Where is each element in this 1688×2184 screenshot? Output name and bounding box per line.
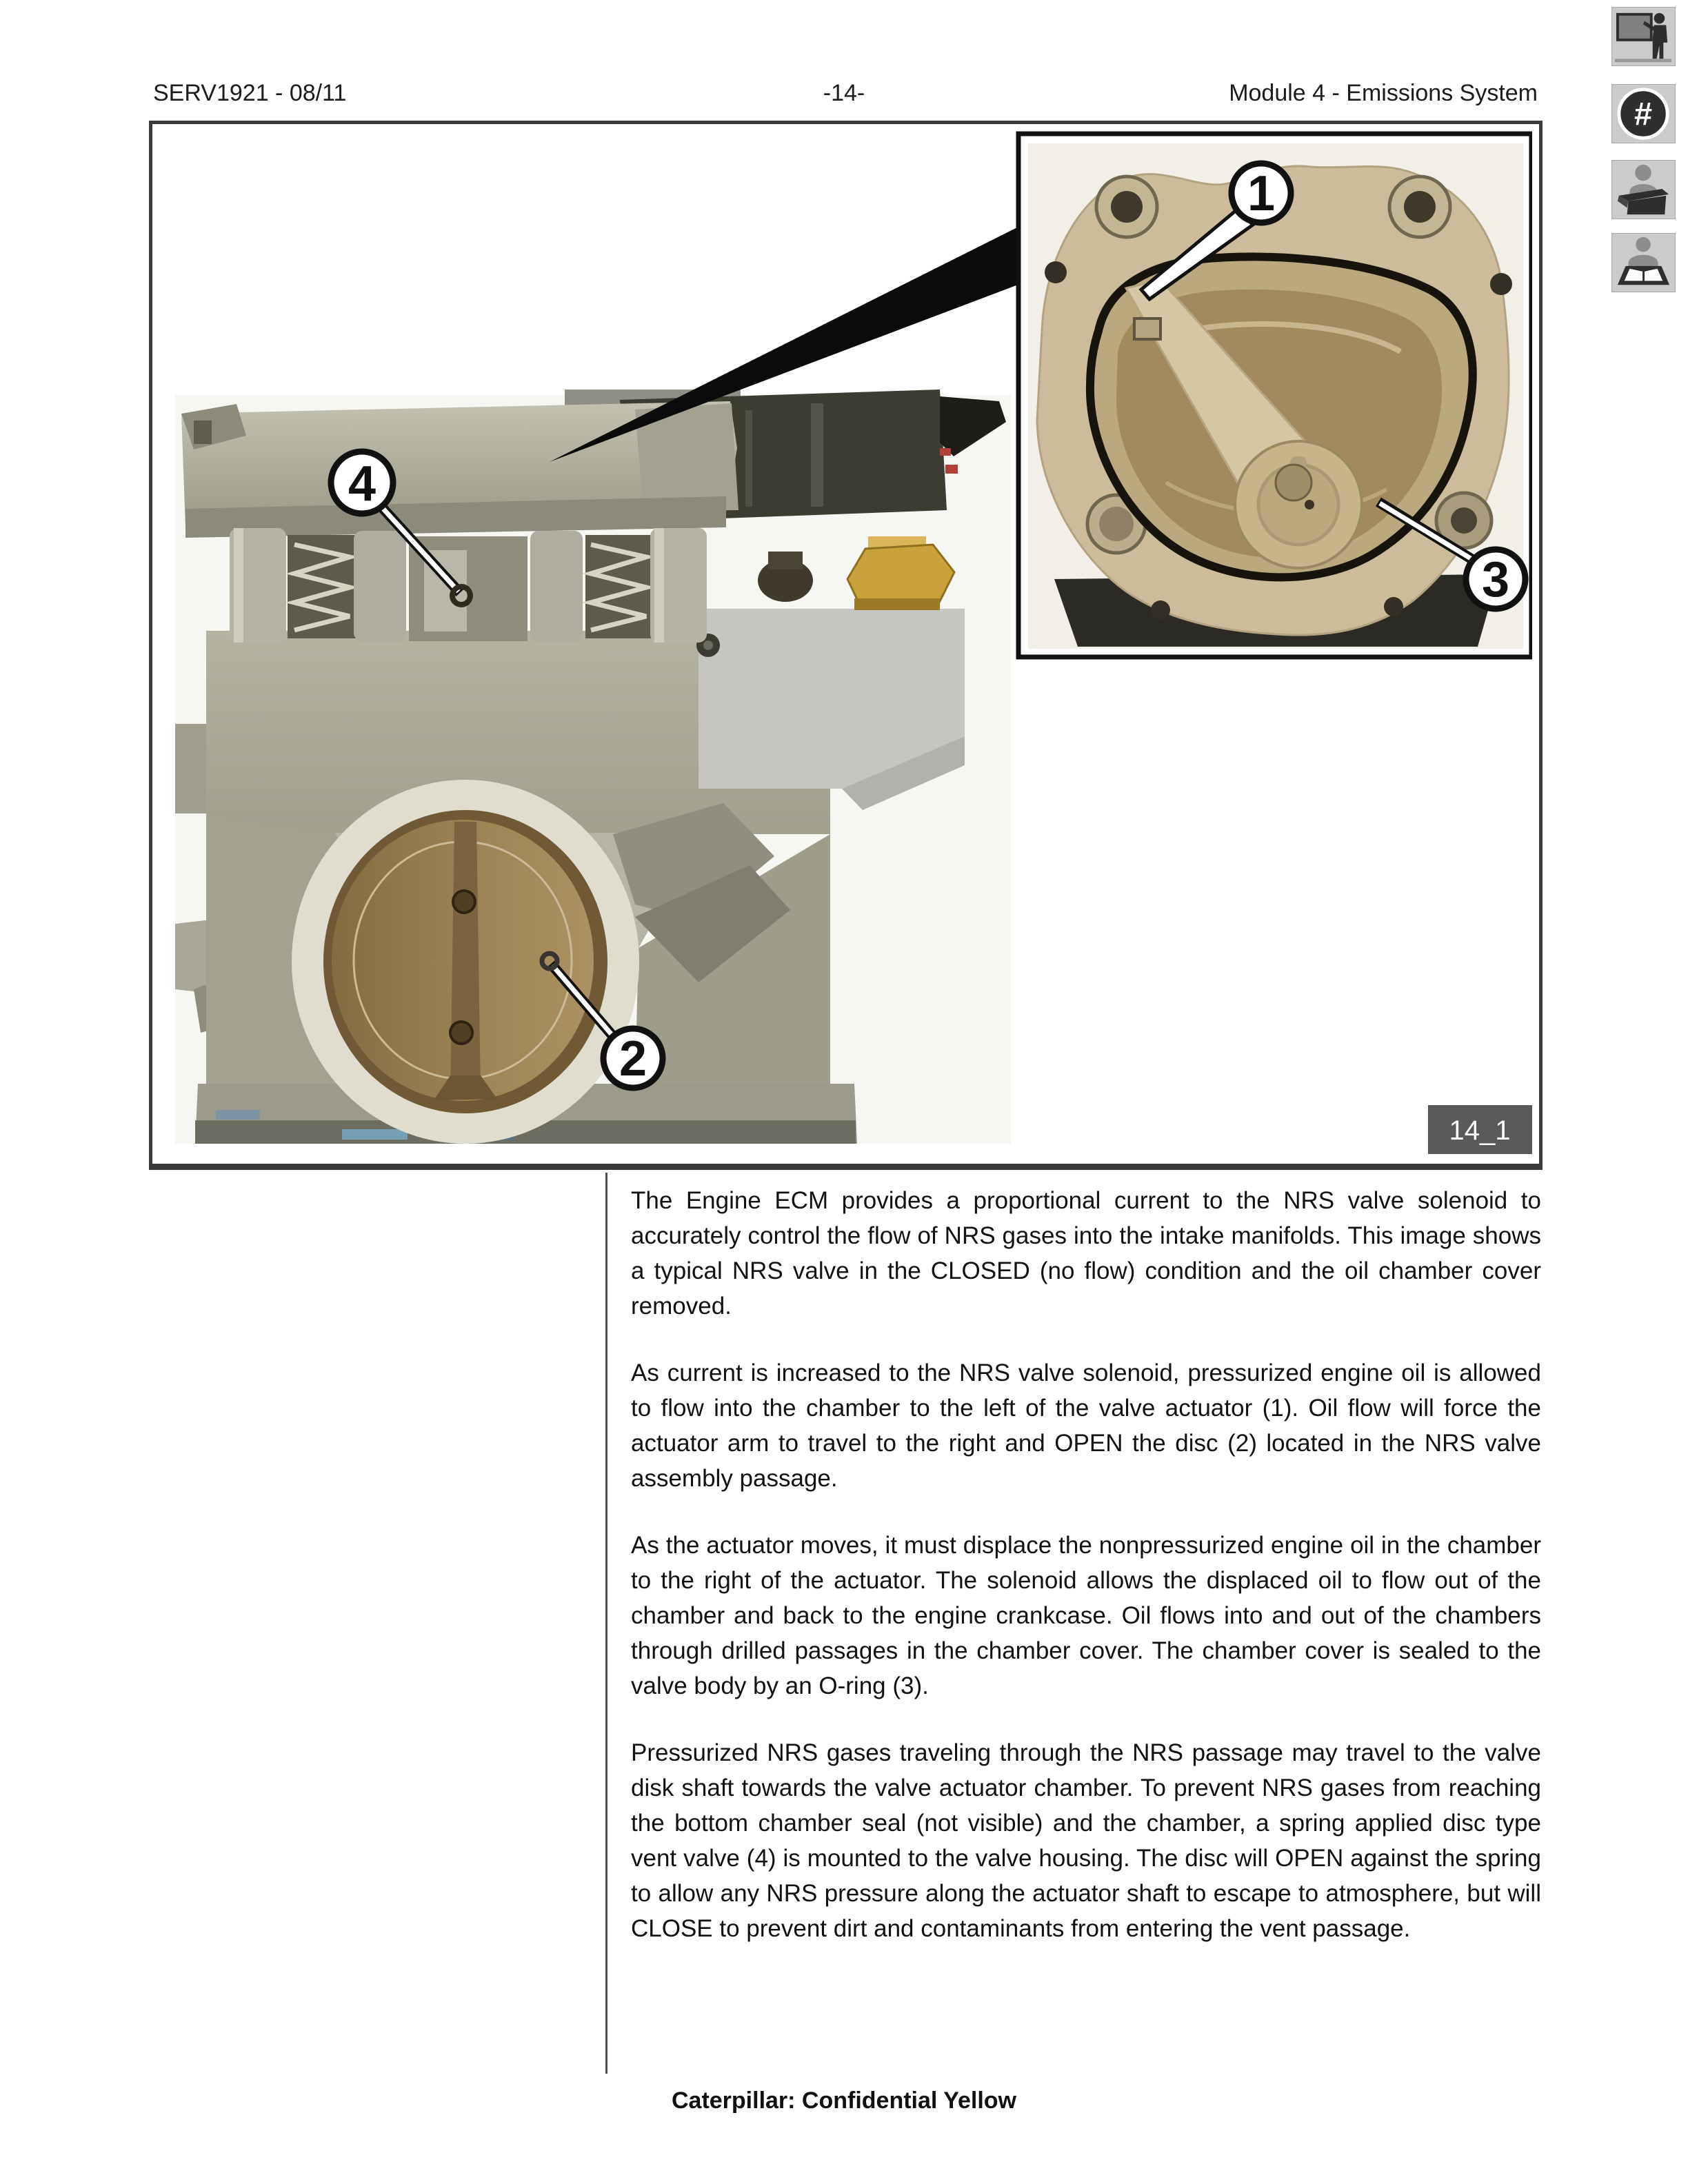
paragraph-4: Pressurized NRS gases traveling through the NRS passage may travel to the valve disk shaft towards the valve actuator chamber. To prevent NRS gases from reaching the bottom chamber seal (not visible) and the chamber, a spring applied disc type vent valve (4) is mounted to the valve housing. The disc will OPEN against the spring to allow any NRS pressure along the actuator shaft to escape to atmosphere, but will CLOSE to prevent dirt and contaminants from entering the vent passage. [631, 1739, 1541, 1942]
svg-text:1: 1 [1247, 166, 1276, 221]
header-module-title: Module 4 - Emissions System [1229, 80, 1538, 106]
callout-2 [603, 1029, 663, 1088]
student-reading-glyph [1612, 234, 1675, 292]
presenter-podium-glyph [1612, 161, 1675, 219]
svg-text:#: # [1634, 96, 1653, 132]
body-text [631, 1183, 1541, 1978]
text-column-rule [605, 1173, 607, 2074]
paragraph-1: The Engine ECM provides a proportional current to the NRS valve solenoid to accurately control the flow of NRS gases into the intake manifolds. This image shows a typical NRS valve in the CLOSED (no flow) condition and the oil chamber cover removed. [631, 1187, 1541, 1320]
header-page-number: -14- [823, 80, 865, 106]
main-photo-nrs-valve [175, 390, 1011, 1144]
figure-illustration [152, 124, 1532, 1154]
instructor-board-glyph [1612, 8, 1675, 65]
figure-box [149, 121, 1543, 1170]
page-number-glyph [1612, 85, 1675, 143]
callout-4 [331, 452, 393, 514]
paragraph-2: As current is increased to the NRS valve solenoid, pressurized engine oil is allowed to flow into the chamber to the left of the valve actuator (1). Oil flow will force the actuator arm to travel to the right and OPEN the disc (2) located in the NRS valve assembly passage. [631, 1359, 1541, 1492]
instructor-board-icon[interactable] [1611, 7, 1676, 66]
header-doc-id: SERV1921 - 08/11 [153, 80, 347, 106]
presenter-podium-icon[interactable] [1611, 160, 1676, 219]
svg-text:3: 3 [1481, 552, 1510, 607]
figure-label [1428, 1105, 1532, 1154]
svg-text:14_1: 14_1 [1449, 1115, 1511, 1146]
footer-classification: Caterpillar: Confidential Yellow [671, 2087, 1017, 2114]
callout-1 [1232, 163, 1291, 223]
student-reading-icon[interactable] [1611, 233, 1676, 292]
paragraph-3: As the actuator moves, it must displace the nonpressurized engine oil in the chamber to the right of the actuator. The solenoid allows the displaced oil to flow out of the chamber and back to the engine crankcase. Oil flows into and out of the chambers through drilled passages in the chamber cover. The chamber cover is sealed to the valve body by an O-ring (3). [631, 1532, 1541, 1699]
svg-text:2: 2 [619, 1031, 647, 1086]
svg-text:4: 4 [348, 456, 376, 512]
callout-3 [1466, 549, 1525, 609]
page-number-icon[interactable] [1611, 84, 1676, 143]
